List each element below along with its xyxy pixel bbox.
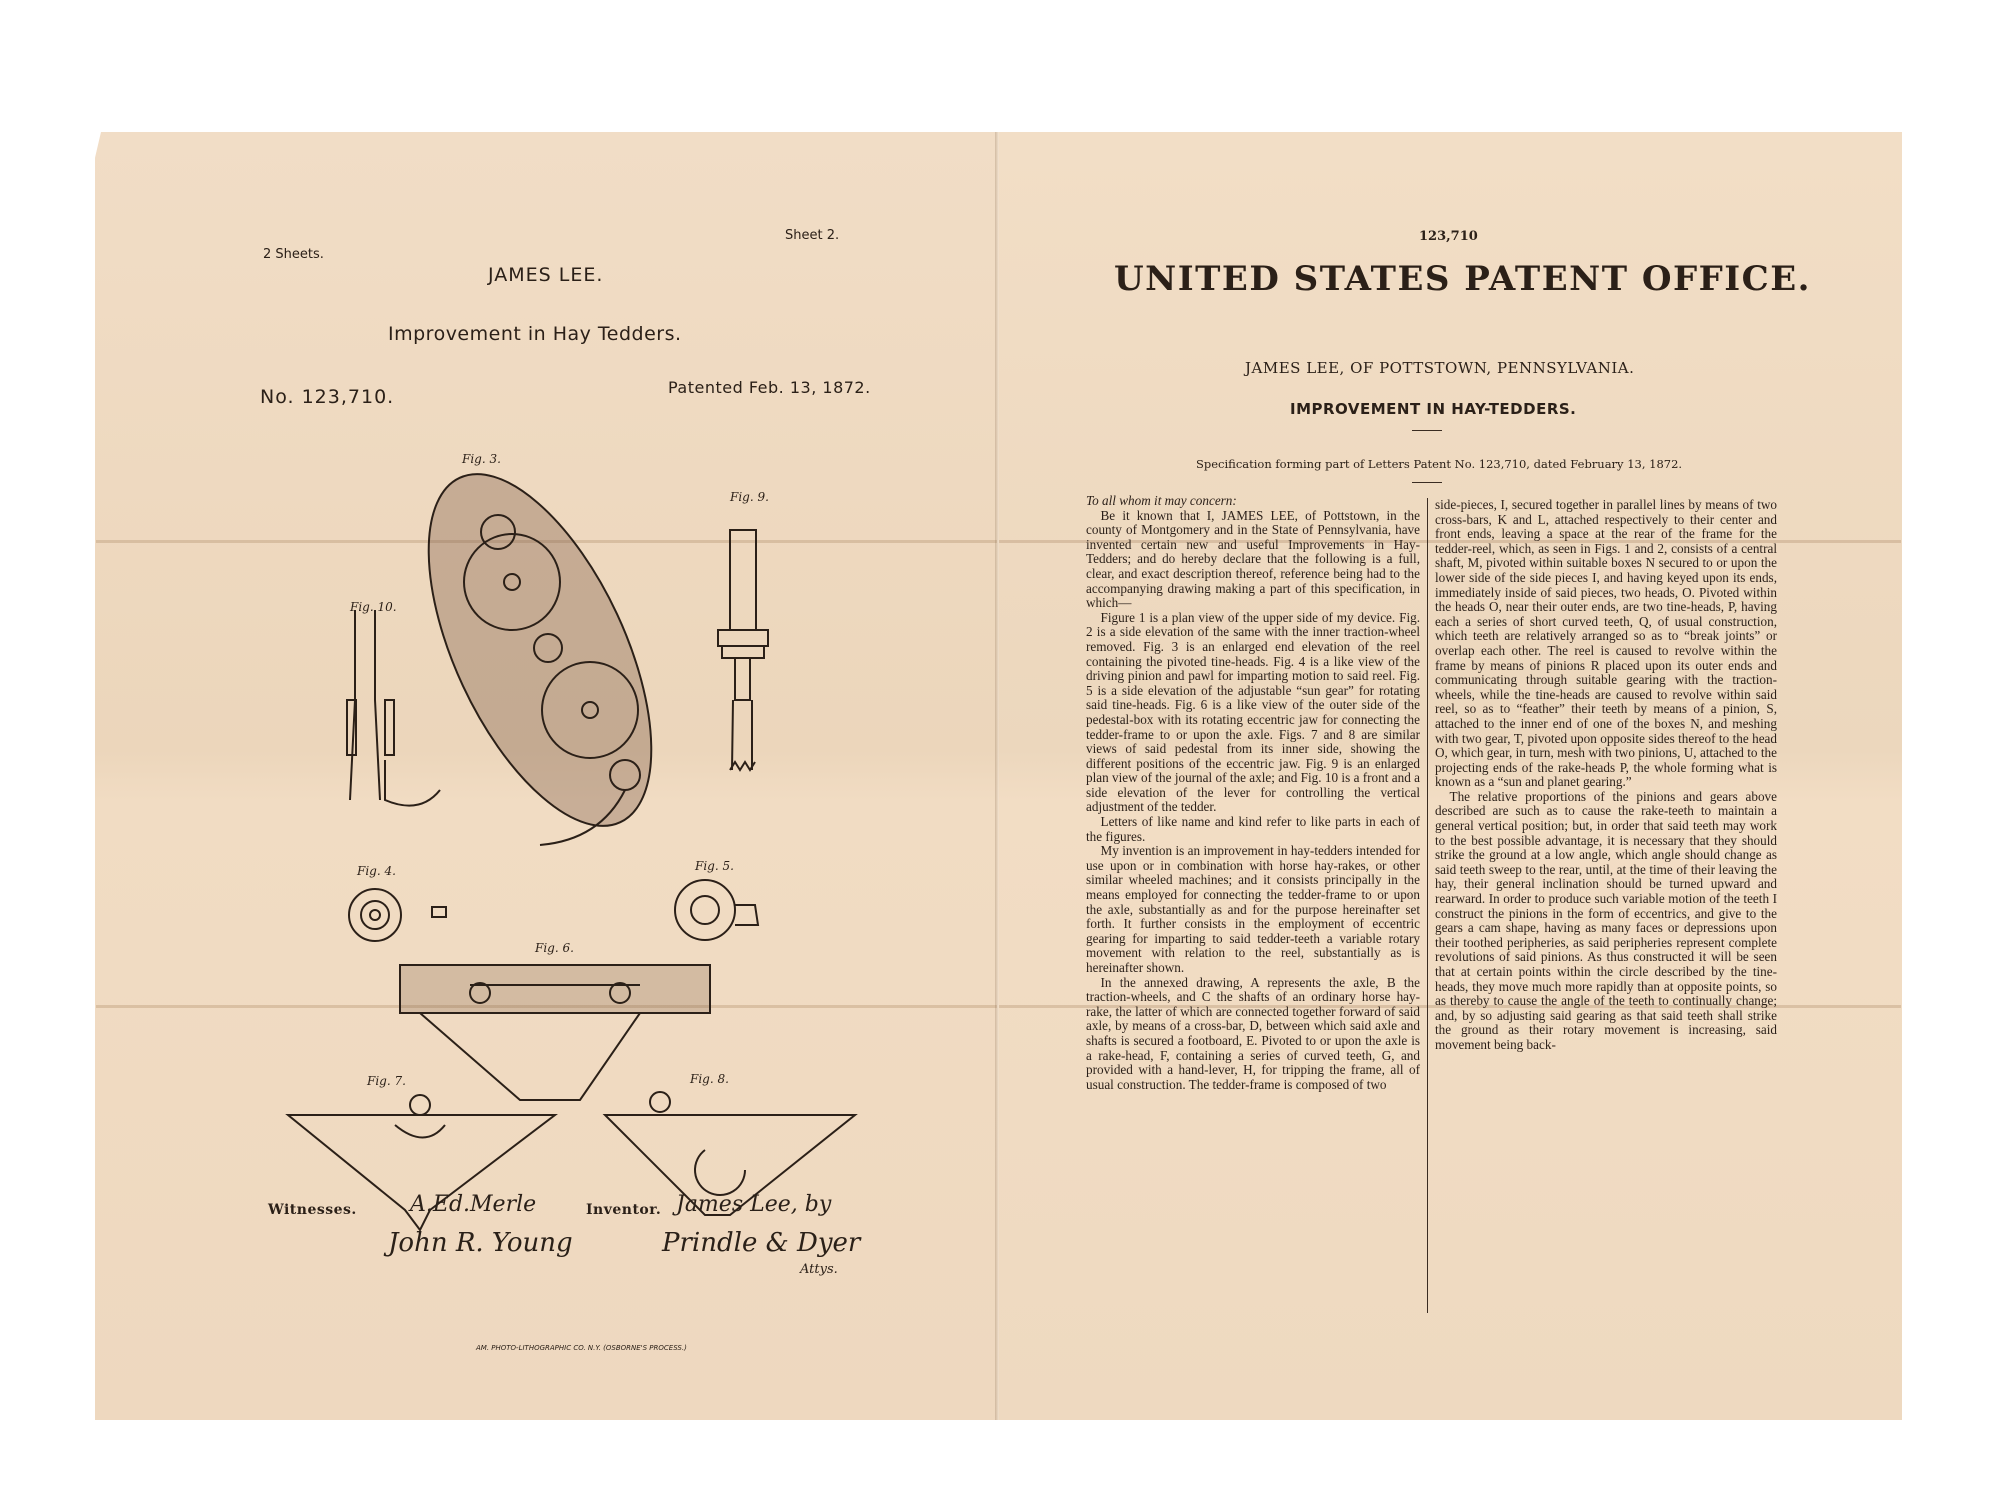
center-fold [995, 132, 999, 1420]
paragraph: My invention is an improvement in hay-tedders intended for use upon or in combination with horse hay-rakes, or other similar wheeled machines; and it consists principally in the means employed for connecting the tedder-frame to or upon the axle, substantially as and for the purpose hereinafter set forth. It further consists in the employment of eccentric gearing for imparting to said tedder-teeth a variable rotary movement with relation to the reel, substantially as is hereinafter shown. [1086, 843, 1420, 975]
salutation: To all whom it may concern: [1086, 493, 1237, 508]
fig9-label: Fig. 9. [730, 490, 769, 504]
attorneys-signature: Prindle & Dyer [662, 1228, 861, 1258]
witness-signature-2: John R. Young [388, 1228, 573, 1258]
rule [1412, 482, 1442, 483]
body-column-2 [1435, 498, 1777, 1053]
paragraph: Figure 1 is a plan view of the upper side of my device. Fig. 2 is a side elevation of the same with the inner traction-wheel removed. Fig. 3 is an enlarged end elevation of the reel containing the pivoted tine-heads. Fig. 4 is a like view of the driving pinion and pawl for imparting motion to said reel. Fig. 5 is a side elevation of the adjustable “sun gear” for rotating said tine-heads. Fig. 6 is a like view of the outer side of the pedestal-box with its rotating eccentric jaw for connecting the tedder-frame to or upon the axle. Figs. 7 and 8 are similar views of said pedestal from its inner side, showing the different positions of the eccentric jaw. Fig. 9 is an enlarged plan view of the journal of the axle; and Fig. 10 is a front and a side elevation of the lever for controlling the vertical adjustment of the tedder. [1086, 609, 1420, 815]
rule [1412, 430, 1442, 431]
inventor-name: JAMES LEE. [488, 264, 604, 286]
inventor-label: Inventor. [586, 1202, 662, 1218]
fig10-lever-drawing [347, 610, 440, 806]
lithographer-imprint: AM. PHOTO-LITHOGRAPHIC CO. N.Y. (OSBORNE'S PROCESS.) [476, 1344, 687, 1352]
fig4-gear-drawing [349, 889, 446, 941]
spec-number: 123,710 [1419, 229, 1478, 244]
patent-number: No. 123,710. [260, 386, 395, 408]
fig3-reel-drawing [383, 442, 698, 858]
inventor-signature: James Lee, by [676, 1192, 832, 1217]
inventor-line: JAMES LEE, OF POTTSTOWN, PENNSYLVANIA. [1245, 359, 1635, 377]
drawing-title: Improvement in Hay Tedders. [388, 323, 682, 345]
witness-signature-1: A.Ed.Merle [410, 1192, 537, 1217]
office-heading: UNITED STATES PATENT OFFICE. [1114, 259, 1811, 299]
fig6-label: Fig. 6. [535, 941, 574, 955]
attys-label: Attys. [800, 1262, 838, 1277]
column-divider [1427, 498, 1428, 1313]
fig3-label: Fig. 3. [462, 452, 501, 466]
spec-title: IMPROVEMENT IN HAY-TEDDERS. [1290, 400, 1577, 418]
body-column-1 [1086, 494, 1420, 1092]
fig4-label: Fig. 4. [357, 864, 396, 878]
witnesses-label: Witnesses. [268, 1202, 357, 1218]
fig7-label: Fig. 7. [367, 1074, 406, 1088]
fig5-label: Fig. 5. [695, 859, 734, 873]
fig6-pedestal-drawing [400, 965, 710, 1100]
paragraph: side-pieces, I, secured together in parallel lines by means of two cross-bars, K and L, attached respectively to their center and front ends, leaving a space at the rear of the frame for the tedder-reel, which, as seen in Figs. 1 and 2, consists of a central shaft, M, pivoted within suitable boxes N secured to or upon the lower side of the side pieces I, and having keyed upon its ends, immediately inside of said pieces, two heads, O. Pivoted within the heads O, near their outer ends, are two tine-heads, P, having each a series of short curved teeth, Q, of usual construction, which teeth are relatively arranged so as to “break joints” or overlap each other. The reel is caused to revolve within the frame by means of pinions R placed upon its outer ends and communicating through suitable gearing with the traction-wheels, while the tine-heads are caused to revolve within said reel, so as to “feather” their teeth by means of a pinion, S, attached to the inner end of one of the boxes N, and meshing with two gear, T, pivoted upon opposite sides thereof to the head O, which gear, in turn, mesh with two pinions, U, attached to the projecting ends of the rake-heads P, the whole forming what is known as a “sun and planet gearing.” [1435, 497, 1777, 790]
fig9-journal-drawing [718, 530, 768, 770]
paragraph: The relative proportions of the pinions and gears above described are such as to cause the rake-teeth to maintain a general vertical position; but, in order that said teeth may work to the best possible advantage, it is necessary that they should strike the ground at a low angle, which angle should change as said teeth sweep to the rear, until, at the time of their leaving the hay, their general inclination should be turned upward and rearward. In order to produce such variable motion of the teeth I construct the pinions in the form of eccentrics, and give to the gears a cam shape, having as many faces or depressions upon their toothed peripheries, as said peripheries represent complete revolutions of said pinions. As thus constructed it will be seen that at certain points within the circle described by the tine-heads, they move much more rapidly than at opposite points, so as thereby to cause the angle of the teeth to continually change; and, by so adjusting said gearing as that said teeth shall strike the ground as their rotary movement is increasing, said movement being back- [1435, 788, 1777, 1052]
fig10-label: Fig. 10. [350, 600, 397, 614]
sheet-number: Sheet 2. [785, 228, 840, 243]
patent-date: Patented Feb. 13, 1872. [668, 378, 871, 397]
paragraph: Be it known that I, JAMES LEE, of Pottstown, in the county of Montgomery and in the State of Pennsylvania, have invented certain new and useful Improvements in Hay-Tedders; and do hereby declare that the following is a full, clear, and exact description thereof, reference being had to the accompanying drawing making a part of this specification, in which— [1086, 507, 1420, 611]
paragraph: In the annexed drawing, A represents the axle, B the traction-wheels, and C the shafts of an ordinary horse hay-rake, the latter of which are connected together forward of said axle, by means of a cross-bar, D, between which said axle and shafts is secured a footboard, E. Pivoted to or upon the axle is a rake-head, F, containing a series of curved teeth, G, and provided with a hand-lever, H, for tripping the frame, all of usual construction. The tedder-frame is composed of two [1086, 974, 1420, 1092]
sheets-note: 2 Sheets. [263, 247, 324, 262]
spec-line: Specification forming part of Letters Patent No. 123,710, dated February 13, 1872. [1196, 457, 1683, 471]
paragraph: Letters of like name and kind refer to like parts in each of the figures. [1086, 814, 1420, 844]
fig5-gear-drawing [675, 880, 758, 940]
fig8-label: Fig. 8. [690, 1072, 729, 1086]
